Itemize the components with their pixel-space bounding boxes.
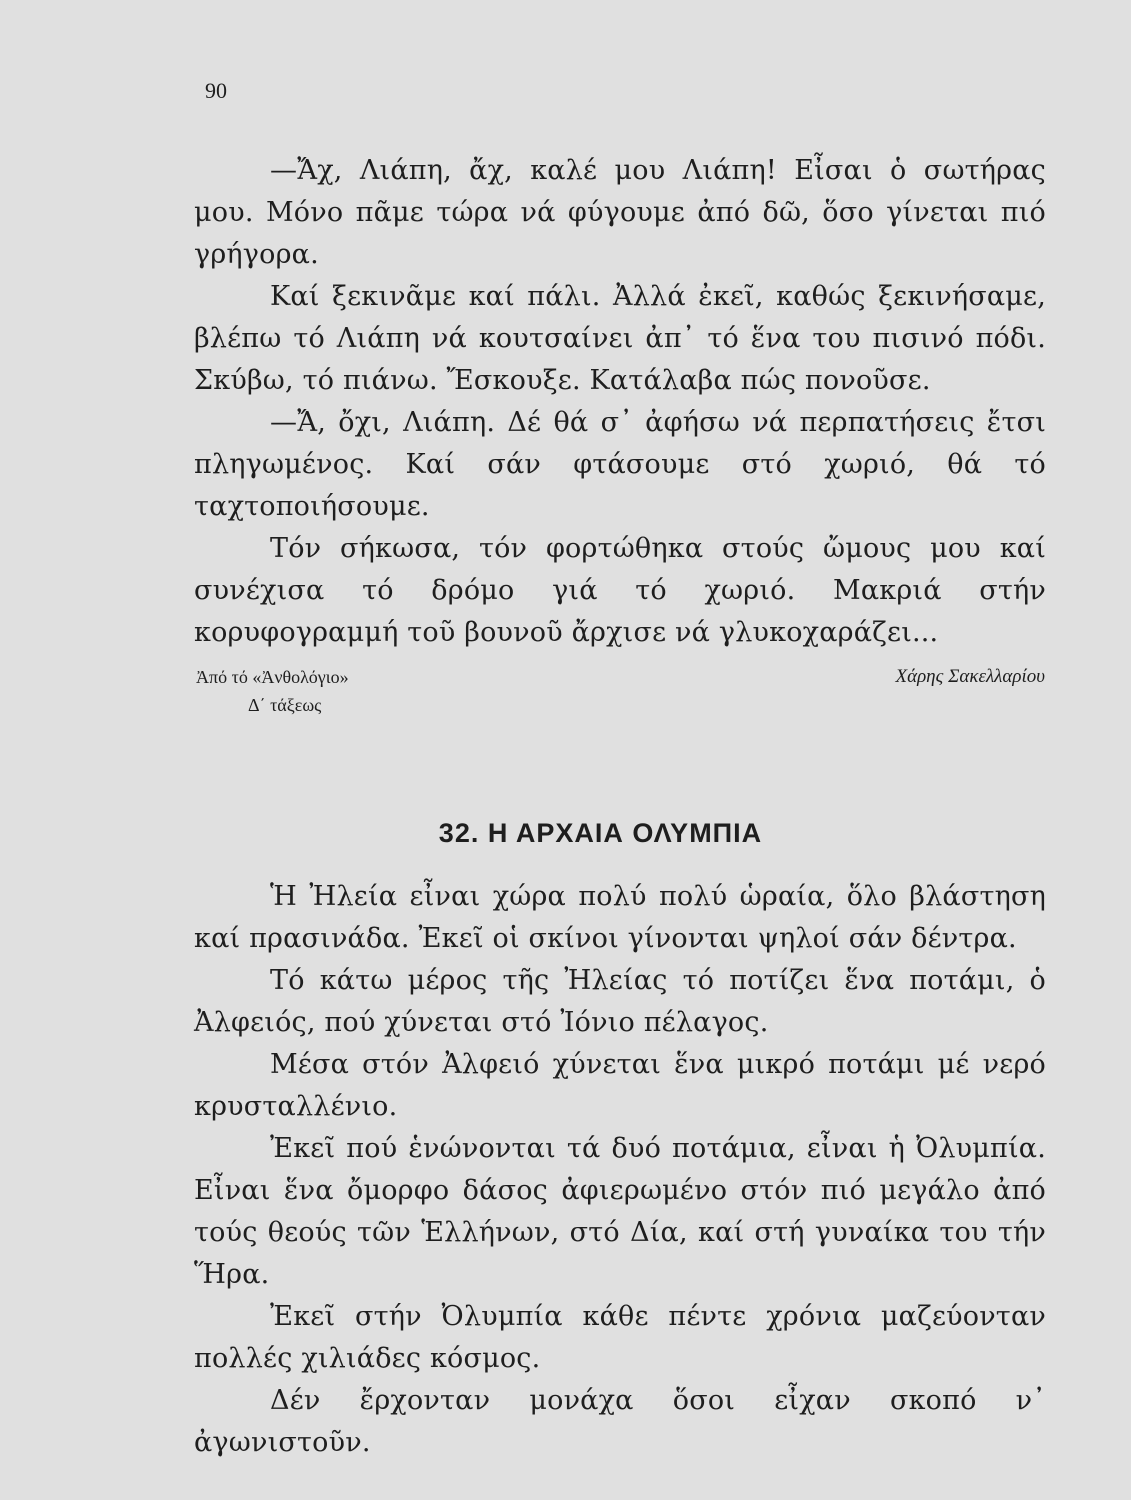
paragraph: Μέσα στόν Ἀλφειό χύνεται ἕνα μικρό ποτάμι μέ νερό κρυσταλλένιο. bbox=[194, 1049, 1046, 1122]
paragraph: Καί ξεκινᾶμε καί πάλι. Ἀλλά ἐκεῖ, καθώς ξεκινήσαμε, βλέπω τό Λιάπη νά κουτσαίνει ἀπ᾿ τό ἕνα του πισινό πόδι. Σκύβω, τό πιάνω. Ἔσκουξε. Κατάλαβα πώς πονοῦσε. bbox=[194, 281, 1046, 396]
paragraph: Τόν σήκωσα, τόν φορτώθηκα στούς ὤμους μου καί συνέχισα τό δρόμο γιά τό χωριό. Μακριά στήν κορυφογραμμή τοῦ βουνοῦ ἄρχισε νά γλυκοχαράζει... bbox=[194, 533, 1046, 648]
chapter-body-text bbox=[194, 876, 1046, 1464]
paragraph: Ἐκεῖ πού ἑνώνονται τά δυό ποτάμια, εἶναι ἡ Ὀλυμπία. Εἶναι ἕνα ὄμορφο δάσος ἀφιερωμένο στόν πιό μεγάλο ἀπό τούς θεούς τῶν Ἑλλήνων, στό Δία, καί στή γυναίκα του τήν Ἥρα. bbox=[194, 1133, 1046, 1290]
author-name: Χάρης Σακελλαρίου bbox=[895, 666, 1045, 687]
paragraph: Ἐκεῖ στήν Ὀλυμπία κάθε πέντε χρόνια μαζεύονταν πολλές χιλιάδες κόσμος. bbox=[194, 1301, 1046, 1374]
source-grade: Δ΄ τάξεως bbox=[248, 695, 322, 715]
chapter-title: 32. Η ΑΡΧΑΙΑ ΟΛΥΜΠΙΑ bbox=[438, 818, 763, 848]
source-citation: Ἀπό τό «Ἀνθολόγιο» bbox=[196, 667, 349, 687]
paragraph: Τό κάτω μέρος τῆς Ἠλείας τό ποτίζει ἕνα ποτάμι, ὁ Ἀλφειός, πού χύνεται στό Ἰόνιο πέλαγος. bbox=[194, 965, 1046, 1038]
paragraph: Ἡ Ἠλεία εἶναι χώρα πολύ πολύ ὡραία, ὅλο βλάστηση καί πρασινάδα. Ἐκεῖ οἱ σκίνοι γίνονται ψηλοί σάν δέντρα. bbox=[194, 881, 1046, 954]
page-number: 90 bbox=[205, 78, 227, 103]
story-ending-text bbox=[194, 150, 1046, 654]
paragraph: —Ἄ, ὄχι, Λιάπη. Δέ θά σ᾿ ἀφήσω νά περπατήσεις ἔτσι πληγωμένος. Καί σάν φτάσουμε στό χωριό, θά τό ταχτοποιήσουμε. bbox=[194, 407, 1046, 522]
paragraph: —Ἄχ, Λιάπη, ἄχ, καλέ μου Λιάπη! Εἶσαι ὁ σωτήρας μου. Μόνο πᾶμε τώρα νά φύγουμε ἀπό δῶ, ὅσο γίνεται πιό γρήγορα. bbox=[194, 155, 1046, 270]
paragraph: Δέν ἔρχονταν μονάχα ὅσοι εἶχαν σκοπό ν᾿ ἀγωνιστοῦν. bbox=[194, 1385, 1046, 1458]
